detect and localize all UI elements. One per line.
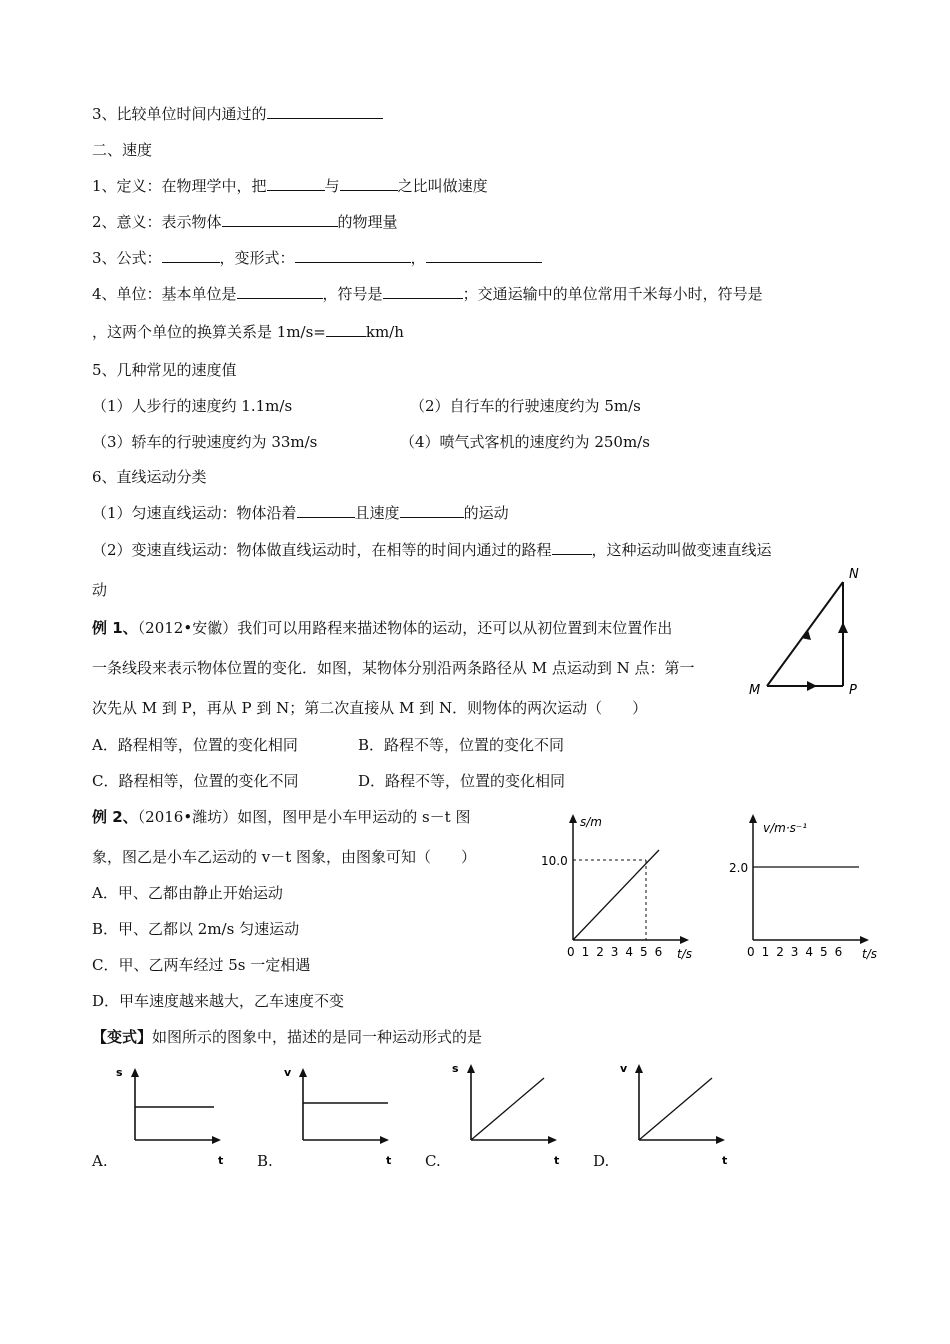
blank[interactable] <box>383 284 463 299</box>
text: （2016•潍坊）如图，图甲是小车甲运动的 s－t 图 <box>137 808 471 826</box>
text: 与 <box>324 177 340 195</box>
example2-option-a[interactable] <box>92 883 283 903</box>
y-axis-arrow <box>749 814 757 823</box>
x-tick-label: 6 <box>834 945 843 959</box>
x-tick-label: 2 <box>776 945 784 959</box>
example2-line2 <box>92 847 476 867</box>
variant-option-b-letter[interactable] <box>257 1151 273 1171</box>
x-axis-arrow <box>548 1136 557 1144</box>
y-axis-arrow <box>635 1064 643 1073</box>
blank[interactable] <box>552 540 592 555</box>
y-axis-label: s <box>116 1066 123 1079</box>
text: ，变形式： <box>219 249 295 267</box>
section-heading-speed <box>92 140 152 160</box>
example1-option-d[interactable] <box>358 771 565 791</box>
y-value-label: 10.0 <box>541 854 568 868</box>
y-axis-arrow <box>299 1068 307 1077</box>
blank[interactable] <box>222 212 338 227</box>
line-variable-motion-cont <box>92 580 107 600</box>
point-n-label: N <box>849 567 859 582</box>
x-axis-arrow <box>860 936 869 944</box>
y-axis-label: v <box>284 1066 292 1079</box>
example-label: 例 1、 <box>92 619 138 637</box>
data-line <box>639 1078 712 1140</box>
x-axis-arrow <box>212 1136 221 1144</box>
text: （1）人步行的速度约 1.1m/s <box>92 397 293 415</box>
x-tick-labels <box>567 945 662 959</box>
y-axis-label: v <box>620 1062 628 1075</box>
text: C．甲、乙两车经过 5s 一定相遇 <box>92 956 311 974</box>
x-axis-label: t <box>554 1154 560 1167</box>
blank[interactable] <box>267 176 325 191</box>
x-axis-label: t/s <box>677 947 692 961</box>
x-tick-label: 0 <box>747 945 755 959</box>
blank[interactable] <box>340 176 398 191</box>
x-tick-label: 1 <box>761 945 770 959</box>
text: （3）轿车的行驶速度约为 33m/s <box>92 433 318 451</box>
example2-option-c[interactable] <box>92 955 310 975</box>
blank[interactable] <box>162 248 220 263</box>
text: （2012•安徽）我们可以用路程来描述物体的运动，还可以从初位置到末位置作出 <box>137 619 673 637</box>
x-axis-label: t <box>218 1154 224 1167</box>
variant-graph-a[interactable] <box>110 1060 240 1170</box>
text: （4）喷气式客机的速度约为 250m/s <box>400 433 650 451</box>
text: ，这种运动叫做变速直线运 <box>591 541 772 559</box>
text: 的运动 <box>463 504 509 522</box>
line-formula <box>92 248 542 268</box>
graph-st <box>535 808 705 968</box>
variant-label: 【变式】 <box>92 1028 153 1046</box>
speed-bicycle <box>410 396 641 416</box>
text: （1）匀速直线运动：物体沿着 <box>92 504 297 522</box>
data-line <box>471 1078 544 1140</box>
text: A．路程相等，位置的变化相同 <box>92 736 298 754</box>
y-axis-label: s <box>452 1062 459 1075</box>
example1-option-a[interactable] <box>92 735 298 755</box>
variant-option-d-letter[interactable] <box>593 1151 609 1171</box>
text: ；交通运输中的单位常用千米每小时，符号是 <box>462 285 763 303</box>
example2-line1 <box>92 807 470 827</box>
line-motion-classes <box>92 467 207 487</box>
text: 3、比较单位时间内通过的 <box>92 105 267 123</box>
text: 2、意义：表示物体 <box>92 213 222 231</box>
heading-text: 二、速度 <box>92 141 153 159</box>
blank[interactable] <box>295 248 411 263</box>
blank[interactable] <box>267 104 383 119</box>
variant-graph-d[interactable] <box>614 1056 744 1170</box>
text: C. <box>425 1152 441 1170</box>
arrow-pn <box>838 622 848 633</box>
example1-line2 <box>92 658 695 678</box>
text: B．甲、乙都以 2m/s 匀速运动 <box>92 920 300 938</box>
text: 一条线段来表示物体位置的变化．如图，某物体分别沿两条路径从 M 点运动到 N 点：第一 <box>92 659 695 677</box>
text: 5、几种常见的速度值 <box>92 361 237 379</box>
text: B．路程不等，位置的变化不同 <box>358 736 565 754</box>
line-common-speeds <box>92 360 237 380</box>
example1-line1 <box>92 618 672 638</box>
text: ，这两个单位的换算关系是 1m/s= <box>92 323 326 341</box>
x-axis-label: t <box>722 1154 728 1167</box>
x-axis-label: t/s <box>862 947 877 961</box>
line-unit <box>92 284 763 304</box>
example1-option-b[interactable] <box>358 735 564 755</box>
x-axis-arrow <box>680 936 689 944</box>
text: D．甲车速度越来越大，乙车速度不变 <box>92 992 345 1010</box>
variant-graph-c[interactable] <box>446 1056 576 1170</box>
point-m-label: M <box>749 683 761 698</box>
speed-walking <box>92 396 292 416</box>
speed-jet <box>400 432 650 452</box>
line-definition <box>92 176 488 196</box>
line-variable-motion <box>92 540 772 560</box>
text: 3、公式： <box>92 249 162 267</box>
example1-line3 <box>92 698 647 718</box>
text: 4、单位：基本单位是 <box>92 285 237 303</box>
line-unit-conversion <box>92 322 404 342</box>
text: 如图所示的图象中，描述的是同一种运动形式的是 <box>152 1028 483 1046</box>
text: A．甲、乙都由静止开始运动 <box>92 884 283 902</box>
line-uniform-motion <box>92 503 509 523</box>
arrow-mp <box>807 681 817 691</box>
example1-option-c[interactable] <box>92 771 298 791</box>
text: km/h <box>365 323 404 341</box>
y-axis-arrow <box>131 1068 139 1077</box>
y-axis-label: s/m <box>580 815 602 829</box>
example2-option-d[interactable] <box>92 991 344 1011</box>
variant-question <box>92 1027 482 1047</box>
x-tick-label: 5 <box>820 945 828 959</box>
y-axis-arrow <box>467 1064 475 1073</box>
text: 且速度 <box>354 504 400 522</box>
path-diagram-figure <box>745 560 875 710</box>
line-compare <box>92 104 383 124</box>
blank[interactable] <box>426 248 542 263</box>
speed-car <box>92 432 317 452</box>
text: ， <box>410 249 426 267</box>
graph-vt <box>715 808 895 968</box>
text: 次先从 M 到 P，再从 P 到 N；第二次直接从 M 到 N．则物体的两次运动（ ） <box>92 699 648 717</box>
text: 6、直线运动分类 <box>92 468 207 486</box>
text: D. <box>593 1152 610 1170</box>
example-label: 例 2、 <box>92 808 138 826</box>
x-axis-arrow <box>716 1136 725 1144</box>
example2-option-b[interactable] <box>92 919 299 939</box>
variant-graph-b[interactable] <box>278 1060 408 1170</box>
text: 象，图乙是小车乙运动的 v－t 图象，由图象可知（ ） <box>92 848 477 866</box>
text: B. <box>257 1152 273 1170</box>
x-tick-label: 6 <box>654 945 663 959</box>
y-axis-label: v/m·s⁻¹ <box>763 821 808 835</box>
text: （2）变速直线运动：物体做直线运动时，在相等的时间内通过的路程 <box>92 541 552 559</box>
variant-option-a-letter[interactable] <box>92 1151 108 1171</box>
x-tick-label: 4 <box>625 945 634 959</box>
variant-option-c-letter[interactable] <box>425 1151 441 1171</box>
blank[interactable] <box>237 284 323 299</box>
x-axis-label: t <box>386 1154 392 1167</box>
x-axis-arrow <box>380 1136 389 1144</box>
x-tick-label: 4 <box>805 945 814 959</box>
point-p-label: P <box>849 683 857 698</box>
line-meaning <box>92 212 398 232</box>
text: 之比叫做速度 <box>397 177 488 195</box>
x-tick-label: 1 <box>581 945 590 959</box>
y-axis-arrow <box>569 814 577 823</box>
x-tick-labels <box>747 945 842 959</box>
x-tick-label: 5 <box>640 945 648 959</box>
x-tick-label: 3 <box>610 945 619 959</box>
text: 的物理量 <box>337 213 398 231</box>
text: ，符号是 <box>322 285 383 303</box>
blank[interactable] <box>297 503 355 518</box>
blank[interactable] <box>400 503 464 518</box>
x-tick-label: 0 <box>567 945 575 959</box>
text: 1、定义：在物理学中，把 <box>92 177 267 195</box>
text: C．路程相等，位置的变化不同 <box>92 772 299 790</box>
blank[interactable] <box>326 322 366 337</box>
x-tick-label: 3 <box>790 945 799 959</box>
text: （2）自行车的行驶速度约为 5m/s <box>410 397 641 415</box>
y-value-label: 2.0 <box>729 861 749 875</box>
x-tick-label: 2 <box>596 945 604 959</box>
text: 动 <box>92 581 108 599</box>
text: A. <box>92 1152 108 1170</box>
text: D．路程不等，位置的变化相同 <box>358 772 566 790</box>
